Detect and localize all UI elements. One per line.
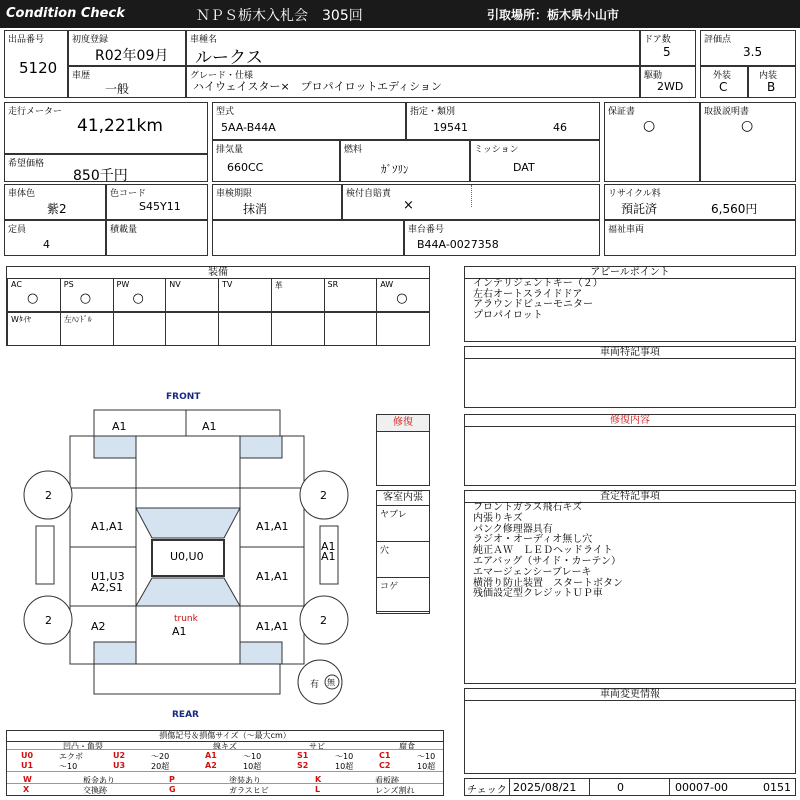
- load-cell: [106, 220, 208, 256]
- color-value: 紫2: [47, 202, 67, 216]
- disp-value: 660CC: [227, 161, 264, 174]
- spec-cell: [406, 102, 600, 140]
- legend-divider: [7, 771, 443, 772]
- model-label: 型式: [216, 107, 235, 117]
- text-line: 残価設定型クレジットＵＰ車: [473, 588, 603, 600]
- check-zero: 0: [617, 781, 624, 794]
- repair-box-title: 修復: [377, 415, 429, 432]
- legend-h4: 腐食: [399, 742, 415, 751]
- cap-cell: [4, 220, 106, 256]
- equipment-label: TV: [222, 280, 233, 289]
- right-mirror-damage-2: A1: [321, 550, 336, 563]
- ext-value: C: [719, 80, 728, 94]
- equipment-mark: ○: [27, 291, 39, 306]
- fuel-value: ｶﾞｿﾘﾝ: [381, 163, 409, 176]
- text-line: 横滑り防止装置 スタートボタン: [473, 577, 623, 589]
- recycle-value: 6,560円: [711, 202, 758, 216]
- drive-label: 駆動: [644, 71, 663, 81]
- legend-code: U1: [21, 761, 34, 770]
- car-label: 車種名: [190, 35, 218, 45]
- equipment-cell: [60, 278, 114, 312]
- equipment-cell: [7, 312, 61, 346]
- legend-desc: 交換跡: [83, 786, 107, 795]
- rear-right-damage: A1,A1: [256, 620, 289, 633]
- legend-divider: [7, 783, 443, 784]
- manual-cell: [700, 102, 796, 182]
- equipment-mark: ○: [132, 291, 144, 306]
- color-label: 車体色: [8, 189, 36, 199]
- check-num: 0151: [763, 781, 791, 794]
- doors-label: ドア数: [644, 35, 671, 45]
- legend-code: G: [169, 785, 176, 794]
- appeal-lines: [473, 279, 603, 321]
- equipment-cell: [165, 312, 219, 346]
- equipment-title: 装備: [7, 267, 429, 279]
- recycle-status: 預託済: [621, 202, 658, 216]
- score-value: 3.5: [743, 45, 763, 59]
- legend-desc: エクボ: [59, 752, 83, 761]
- equipment-cell: [218, 312, 272, 346]
- pickup-location: 引取場所：栃木県小山市: [487, 8, 620, 22]
- score-cell: [700, 30, 796, 66]
- check-label: チェック: [467, 785, 507, 796]
- history-label: 車歴: [72, 71, 91, 81]
- car-diagram: [0, 380, 376, 720]
- chassis-label: 車台番号: [408, 225, 445, 235]
- legend-desc: 20超: [151, 762, 170, 771]
- lot-number: 5120: [19, 59, 58, 77]
- legend-code: U0: [21, 751, 34, 760]
- liab-value: ×: [403, 198, 414, 213]
- drive-value: 2WD: [657, 80, 684, 93]
- legend-desc: 10超: [417, 762, 436, 771]
- legend-desc: レンズ割れ: [375, 786, 415, 795]
- doors-cell: [640, 30, 696, 66]
- legend-desc: 10超: [243, 762, 262, 771]
- repair-content-title: 修復内容: [465, 415, 795, 427]
- price-value: 850千円: [73, 168, 128, 184]
- brand-title: Condition Check: [6, 6, 125, 21]
- equipment-cell: [324, 278, 378, 312]
- inspection-title: 査定特記事項: [465, 491, 795, 503]
- price-label: 希望価格: [8, 159, 45, 169]
- score-label: 評価点: [704, 35, 732, 45]
- front-bumper-right-damage: A1: [202, 420, 217, 433]
- appeal-title: アピールポイント: [465, 267, 795, 279]
- equipment-label: 革: [274, 281, 283, 290]
- legend-desc: 〜20: [151, 752, 170, 761]
- cap-label: 定員: [8, 225, 27, 235]
- appeal-panel: [464, 266, 796, 342]
- legend-h1: 凹凸・亀裂: [63, 742, 103, 751]
- legend-code: A1: [205, 751, 217, 760]
- equipment-table: [6, 266, 430, 346]
- code-cell: [106, 184, 208, 220]
- inspect-value: 抹消: [243, 202, 268, 216]
- tire-rear-right: 2: [320, 614, 327, 627]
- equipment-mark: ○: [396, 291, 408, 306]
- disp-label: 排気量: [216, 145, 244, 155]
- right-rear-door-damage: A1,A1: [256, 570, 289, 583]
- tire-front-right: 2: [320, 489, 327, 502]
- legend-code: K: [315, 775, 322, 784]
- legend-desc: 〜10: [417, 752, 436, 761]
- chassis-value: B44A-0027358: [417, 238, 499, 251]
- legend-code: U3: [113, 761, 126, 770]
- legend-code: S2: [297, 761, 309, 770]
- lot-cell: [4, 30, 68, 98]
- text-line: フロントガラス飛石キズ: [473, 502, 583, 513]
- equipment-label: SR: [327, 280, 339, 289]
- equipment-cell: [271, 312, 325, 346]
- manual-label: 取扱説明書: [704, 107, 750, 117]
- header-bar: [0, 0, 800, 28]
- text-line: アラウンドビューモニター: [473, 299, 593, 310]
- history-cell: [68, 66, 186, 98]
- fuel-cell: [340, 140, 470, 182]
- equipment-label: AC: [11, 280, 22, 289]
- interior-item: [376, 541, 430, 578]
- legend-divider: [7, 749, 443, 750]
- text-line: 純正ＡＷ ＬＥＤヘッドライト: [473, 545, 613, 557]
- grade-cell: [186, 66, 640, 98]
- int-value: B: [767, 80, 776, 94]
- mission-cell: [470, 140, 600, 182]
- trunk-damage: A1: [172, 625, 187, 638]
- grade-value: ハイウェイスター× プロパイロットエディション: [193, 80, 442, 93]
- equipment-cell: [165, 278, 219, 312]
- check-code: 00007-00: [675, 781, 728, 794]
- cap-value: 4: [43, 238, 50, 251]
- odo-label: 走行メーター: [8, 107, 63, 117]
- change-title: 車両変更情報: [465, 689, 795, 701]
- reg-date: R02年09月: [95, 48, 169, 64]
- recycle-label: リサイクル料: [608, 189, 661, 199]
- spec-value-2: 46: [553, 121, 567, 134]
- color-cell: [4, 184, 106, 220]
- equipment-label: NV: [169, 280, 181, 289]
- interior-title: 客室内張: [377, 491, 429, 506]
- legend-code: L: [315, 785, 321, 794]
- equipment-cell: [7, 278, 61, 312]
- lot-label: 出品番号: [8, 35, 45, 45]
- tire-rear-left: 2: [45, 614, 52, 627]
- right-mirror-damage-1: A1: [321, 540, 336, 553]
- left-rear-door-damage-1: U1,U3: [91, 570, 125, 583]
- legend-desc: 〜10: [243, 752, 262, 761]
- interior-box: [376, 490, 430, 612]
- reg-label: 初度登録: [72, 35, 109, 45]
- model-cell: [212, 102, 406, 140]
- manual-mark: ○: [741, 118, 754, 134]
- text-line: 左右オートスライドドア: [473, 288, 583, 300]
- legend-code: C2: [379, 761, 391, 770]
- equipment-cell: [113, 312, 167, 346]
- warranty-label: 保証書: [608, 107, 636, 117]
- legend-desc: 塗装あり: [229, 776, 261, 785]
- drive-cell: [640, 66, 696, 98]
- spec-value-1: 19541: [433, 121, 468, 134]
- equipment-cell: [60, 312, 114, 346]
- equipment-label: Wﾀｲﾔ: [11, 315, 31, 324]
- damage-legend: [6, 730, 444, 796]
- load-label: 積載量: [110, 225, 138, 235]
- legend-code: S1: [297, 751, 309, 760]
- text-line: エアバッグ（サイド・カーテン）: [473, 555, 621, 567]
- legend-code: A2: [205, 761, 217, 770]
- interior-item-label: ヤブレ: [380, 510, 407, 520]
- liab-cell: [342, 184, 600, 220]
- trunk-label: trunk: [174, 614, 198, 624]
- change-panel: [464, 688, 796, 774]
- welfare-cell: [604, 220, 796, 256]
- grade-label: グレード・仕様: [190, 71, 254, 81]
- odo-value: 41,221km: [77, 116, 163, 136]
- chassis-blank-cell: [212, 220, 404, 256]
- text-line: プロパイロット: [473, 309, 543, 321]
- rear-label: REAR: [172, 710, 199, 720]
- equipment-cell: [324, 312, 378, 346]
- int-cell: [748, 66, 796, 98]
- legend-code: C1: [379, 751, 391, 760]
- right-front-door-damage: A1,A1: [256, 520, 289, 533]
- model-value: 5AA-B44A: [221, 121, 276, 134]
- left-front-door-damage: A1,A1: [91, 520, 124, 533]
- auction-title: ＮＰＳ栃木入札会 305回: [196, 8, 363, 24]
- check-date: 2025/08/21: [513, 781, 577, 794]
- inspection-lines: [473, 503, 623, 600]
- roof-damage: U0,U0: [170, 550, 204, 563]
- front-bumper-left-damage: A1: [112, 420, 127, 433]
- car-name-cell: [186, 30, 640, 66]
- ext-cell: [700, 66, 748, 98]
- interior-item: [376, 577, 430, 614]
- legend-title: 損傷記号＆損傷サイズ（〜最大cm）: [7, 731, 443, 742]
- equipment-label: PW: [116, 280, 130, 289]
- legend-desc: 〜10: [335, 752, 354, 761]
- legend-h2: 線キズ: [213, 742, 237, 751]
- footer-check: [464, 778, 796, 796]
- odo-cell: [4, 102, 208, 154]
- special-title: 車両特記事項: [465, 347, 795, 359]
- text-line: ラジオ・オーディオ無し穴: [473, 534, 593, 546]
- spec-label: 指定・類別: [410, 107, 456, 117]
- inspect-label: 車検期限: [216, 189, 253, 199]
- equipment-cell: [376, 312, 430, 346]
- int-label: 内装: [759, 71, 778, 81]
- repair-box: [376, 414, 430, 486]
- inspection-panel: [464, 490, 796, 684]
- legend-desc: 看板跡: [375, 776, 399, 785]
- reg-cell: [68, 30, 186, 66]
- code-value: S45Y11: [139, 200, 181, 213]
- tire-front-left: 2: [45, 489, 52, 502]
- text-line: インテリジェントキー（２）: [473, 278, 603, 289]
- interior-item-label: コゲ: [380, 582, 399, 592]
- price-cell: [4, 154, 208, 182]
- rear-left-damage: A2: [91, 620, 106, 633]
- front-label: FRONT: [166, 392, 201, 402]
- welfare-label: 福祉車両: [608, 225, 645, 235]
- chassis-cell: [404, 220, 600, 256]
- legend-desc: ガラスヒビ: [229, 786, 269, 795]
- ext-label: 外装: [713, 71, 732, 81]
- equipment-mark: ○: [79, 291, 92, 306]
- equipment-label: 左ﾊﾝﾄﾞﾙ: [63, 315, 92, 324]
- mission-value: DAT: [513, 161, 535, 174]
- legend-desc: 〜10: [59, 762, 78, 771]
- text-line: エマージェンシーブレーキ: [473, 566, 592, 578]
- equipment-cell: [113, 278, 167, 312]
- history-value: 一般: [105, 82, 130, 96]
- liab-label: 検付自賠責: [346, 189, 392, 199]
- legend-code: U2: [113, 751, 126, 760]
- legend-h3: サビ: [309, 742, 325, 751]
- warranty-mark: ○: [643, 118, 656, 134]
- mission-label: ミッション: [474, 145, 519, 155]
- doors-value: 5: [663, 45, 671, 59]
- interior-item: [376, 505, 430, 542]
- legend-code: X: [23, 785, 30, 794]
- code-label: 色コード: [110, 189, 147, 199]
- spare-tire-present: 有: [310, 680, 320, 690]
- legend-code: P: [169, 775, 175, 784]
- special-panel: [464, 346, 796, 408]
- text-line: 内張りキズ: [473, 512, 523, 524]
- text-line: パンク修理器具有: [473, 523, 553, 535]
- equipment-label: PS: [63, 280, 74, 289]
- left-rear-door-damage-2: A2,S1: [91, 581, 124, 594]
- legend-desc: 10超: [335, 762, 354, 771]
- legend-desc: 板金あり: [83, 776, 115, 785]
- spare-tire-absent: 無: [327, 678, 335, 687]
- fuel-label: 燃料: [344, 145, 363, 155]
- recycle-cell: [604, 184, 796, 220]
- inspect-cell: [212, 184, 342, 220]
- disp-cell: [212, 140, 340, 182]
- repair-content-panel: [464, 414, 796, 486]
- car-name: ルークス: [195, 48, 263, 68]
- equipment-cell: [218, 278, 272, 312]
- legend-code: W: [23, 775, 32, 784]
- equipment-label: AW: [380, 280, 394, 289]
- interior-item-label: 穴: [380, 546, 390, 556]
- equipment-cell: [376, 278, 430, 312]
- equipment-cell: [271, 278, 325, 312]
- warranty-cell: [604, 102, 700, 182]
